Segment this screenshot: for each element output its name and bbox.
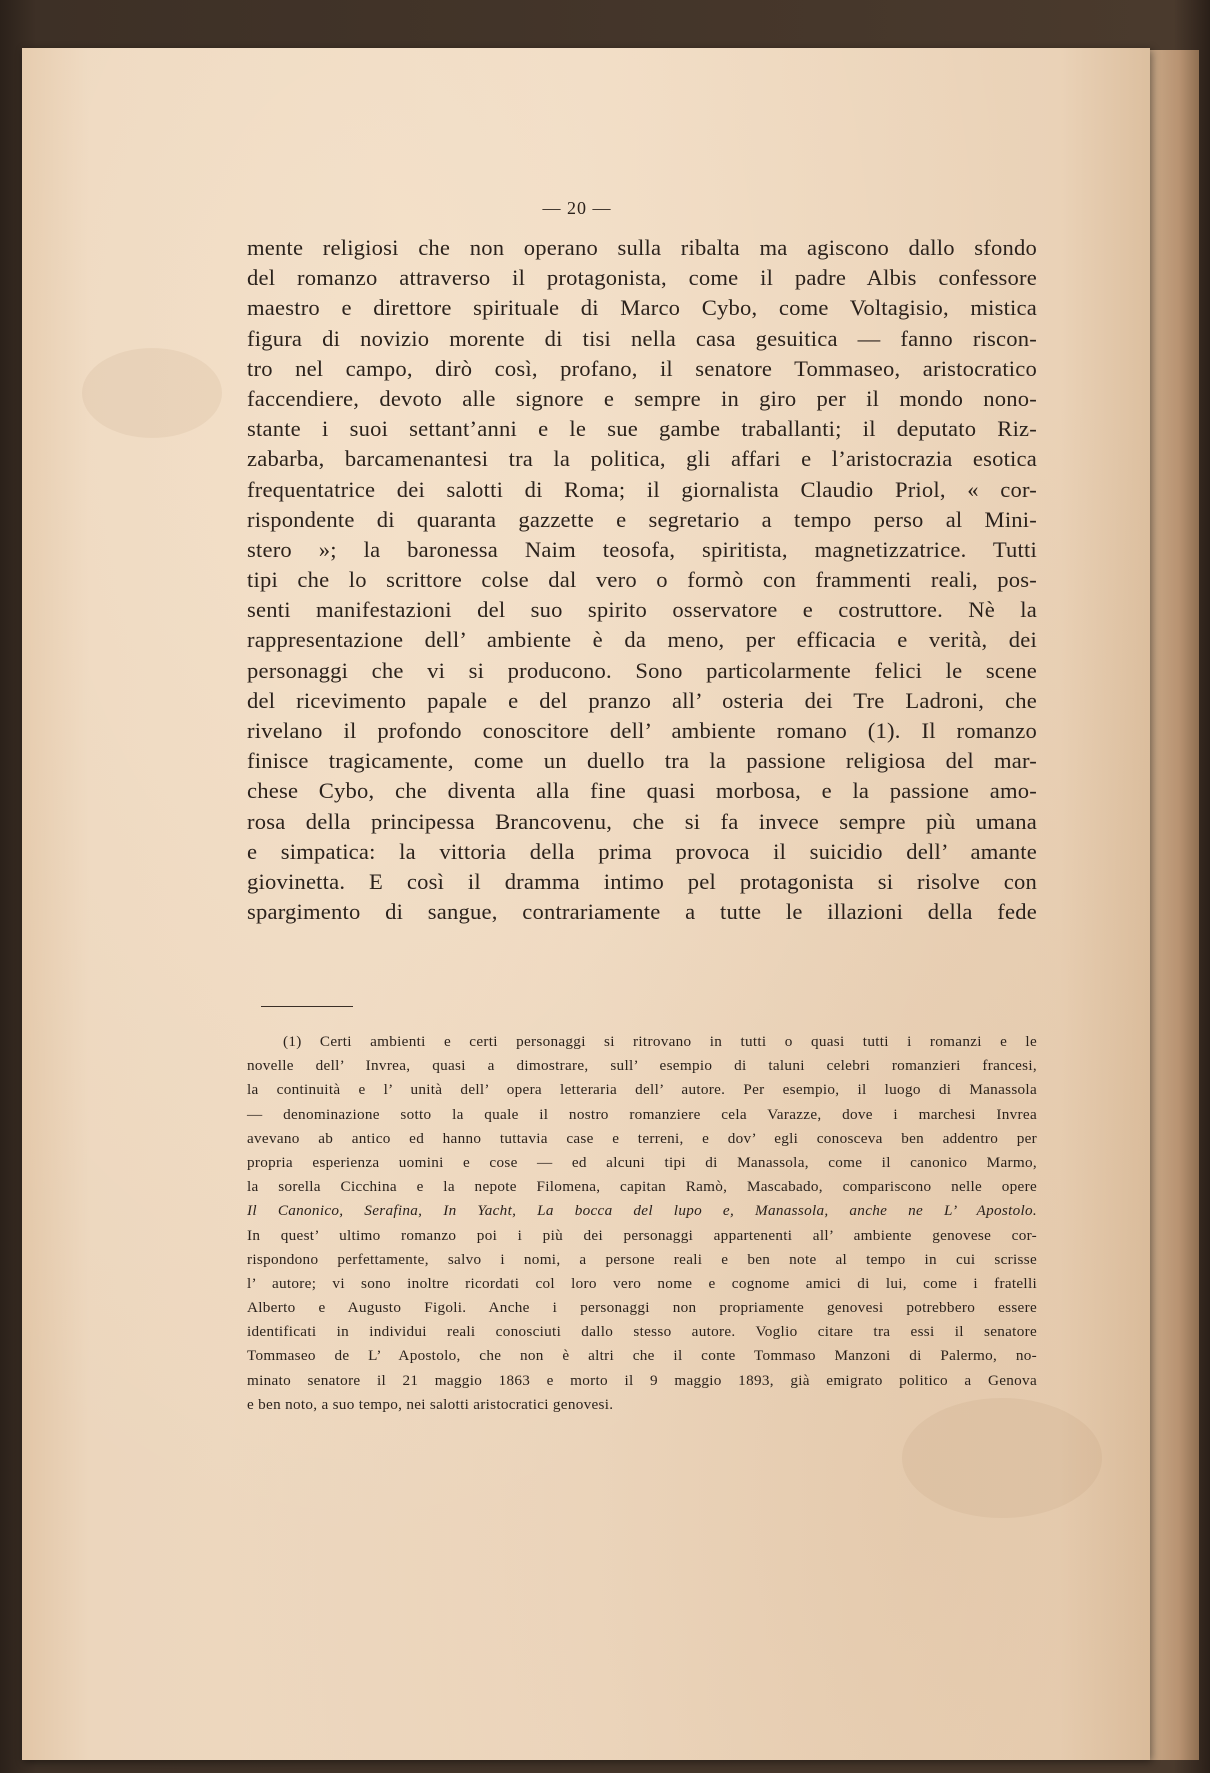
footnote-line: Il Canonico, Serafina, In Yacht, La bocca del lupo e, Manassola, anche ne L’ Apostolo.: [247, 1202, 1037, 1220]
body-line: spargimento di sangue, contrariamente a tutte le illazioni della fede: [247, 899, 1037, 925]
footnote-line: propria esperienza uomini e cose — ed alcuni tipi di Manassola, come il canonico Marmo,: [247, 1153, 1037, 1171]
paper-stain: [82, 348, 222, 438]
body-line: maestro e direttore spirituale di Marco Cybo, come Voltagisio, mistica: [247, 295, 1037, 321]
body-line: tipi che lo scrittore colse dal vero o formò con frammenti reali, pos-: [247, 567, 1037, 593]
footnote-line: In quest’ ultimo romanzo poi i più dei personaggi appartenenti all’ ambiente genovese cor-: [247, 1226, 1037, 1244]
body-line: del ricevimento papale e del pranzo all’ osteria dei Tre Ladroni, che: [247, 687, 1037, 713]
footnote-line: — denominazione sotto la quale il nostro romanziere cela Varazze, dove i marchesi Invrea: [247, 1105, 1037, 1123]
footnote-line: avevano ab antico ed hanno tuttavia case e terreni, e dov’ egli conosceva ben addentro per: [247, 1129, 1037, 1147]
body-line: rivelano il profondo conoscitore dell’ ambiente romano (1). Il romanzo: [247, 718, 1037, 743]
footnote-line: e ben noto, a suo tempo, nei salotti aristocratici genovesi.: [247, 1395, 614, 1413]
body-line: chese Cybo, che diventa alla fine quasi morbosa, e la passione amo-: [247, 778, 1037, 804]
footnote-line: Tommaseo de L’ Apostolo, che non è altri che il conte Tommaso Manzoni di Palermo, no-: [247, 1347, 1037, 1365]
footnote-line: l’ autore; vi sono inoltre ricordati col loro vero nome e cognome amici di lui, come i fratelli: [247, 1274, 1037, 1292]
footnote-line: (1) Certi ambienti e certi personaggi si ritrovano in tutti o quasi tutti i romanzi e le: [283, 1033, 1037, 1050]
body-line: stero »; la baronessa Naim teosofa, spiritista, magnetizzatrice. Tutti: [247, 536, 1037, 562]
body-line: mente religiosi che non operano sulla ribalta ma agiscono dallo sfondo: [247, 235, 1037, 260]
footnote-line: rispondono perfettamente, salvo i nomi, a persone reali e ben note al tempo in cui scrisse: [247, 1250, 1037, 1268]
body-line: frequentatrice dei salotti di Roma; il giornalista Claudio Priol, « cor-: [247, 476, 1037, 502]
body-line: giovinetta. E così il dramma intimo pel protagonista si risolve con: [247, 868, 1037, 894]
body-line: rappresentazione dell’ ambiente è da meno, per efficacia e verità, dei: [247, 627, 1037, 653]
footnote-line: identificati in individui reali conosciuti dallo stesso autore. Voglio citare tra essi il senatore: [247, 1323, 1037, 1341]
body-line: tro nel campo, dirò così, profano, il senatore Tommaseo, aristocratico: [247, 355, 1037, 381]
body-line: faccendiere, devoto alle signore e sempre in giro per il mondo nono-: [247, 385, 1037, 411]
body-line: rispondente di quaranta gazzette e segretario a tempo perso al Mini-: [247, 506, 1037, 532]
body-line: figura di novizio morente di tisi nella casa gesuitica — fanno riscon-: [247, 325, 1037, 351]
footnote-separator: [261, 1006, 353, 1007]
footnote-line: la sorella Cicchina e la nepote Filomena, capitan Ramò, Mascabado, compariscono nelle opere: [247, 1178, 1037, 1196]
body-line: finisce tragicamente, come un duello tra la passione religiosa del mar-: [247, 748, 1037, 774]
page-number: — 20 —: [542, 198, 612, 218]
body-text: [247, 233, 1037, 927]
underlying-page-edge: [1148, 50, 1199, 1760]
body-line: personaggi che vi si producono. Sono particolarmente felici le scene: [247, 657, 1037, 683]
footnote-line: novelle dell’ Invrea, quasi a dimostrare, sull’ esempio di taluni celebri romanzieri francesi,: [247, 1057, 1037, 1075]
body-line: senti manifestazioni del suo spirito osservatore e costruttore. Nè la: [247, 597, 1037, 623]
document-page: [22, 48, 1150, 1760]
footnote-line: Alberto e Augusto Figoli. Anche i personaggi non propriamente genovesi potrebbero essere: [247, 1299, 1037, 1317]
body-line: rosa della principessa Brancovenu, che si fa invece sempre più umana: [247, 808, 1037, 834]
footnote-line: minato senatore il 21 maggio 1863 e morto il 9 maggio 1893, già emigrato politico a Genova: [247, 1371, 1037, 1389]
body-line: e simpatica: la vittoria della prima provoca il suicidio dell’ amante: [247, 838, 1037, 864]
body-line: del romanzo attraverso il protagonista, come il padre Albis confessore: [247, 265, 1037, 291]
body-line: stante i suoi settant’anni e le sue gambe traballanti; il deputato Riz-: [247, 416, 1037, 442]
footnote: [247, 1030, 1037, 1417]
body-line: zabarba, barcamenantesi tra la politica, gli affari e l’aristocrazia esotica: [247, 446, 1037, 472]
footnote-line: la continuità e l’ unità dell’ opera letteraria dell’ autore. Per esempio, il luogo di Manassola: [247, 1081, 1037, 1099]
